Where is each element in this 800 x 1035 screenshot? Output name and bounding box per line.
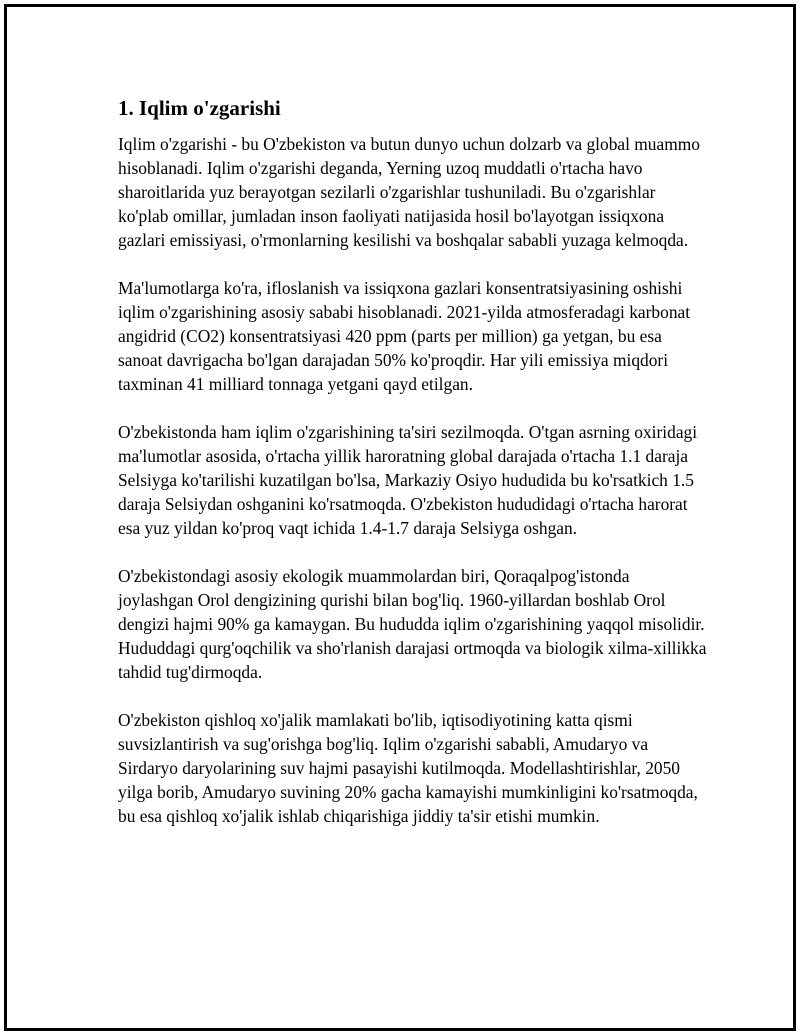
section-heading: 1. Iqlim o'zgarishi [118,96,281,120]
paragraph-intro: Iqlim o'zgarishi - bu O'zbekiston va butun dunyo uchun dolzarb va global muammo hisoblanadi. Iqlim o'zgarishi deganda, Yerning uzoq muddatli o'rtacha havo sharoitlarida yuz berayotgan sezilarli o'zgarishlar tushuniladi. Bu o'zgarishlar ko'plab omillar, jumladan inson faoliyati natijasida hosil bo'layotgan issiqxona gazlari emissiyasi, o'rmonlarning kesilishi va boshqalar sababli yuzaga kelmoqda. [118,134,700,250]
paragraph-co2-statistics: Ma'lumotlarga ko'ra, ifloslanish va issiqxona gazlari konsentratsiyasining oshishi iqlim o'zgarishining asosiy sababi hisoblanadi. 2021-yilda atmosferadagi karbonat angidrid (CO2) konsentratsiyasi 420 ppm (parts per million) ga yetgan, bu esa sanoat davrigacha bo'lgan darajadan 50% ko'proqdir. Har yili emissiya miqdori taxminan 41 milliard tonnaga yetgani qayd etilgan. [118,278,691,394]
paragraph-uzbekistan-temperature: O'zbekistonda ham iqlim o'zgarishining ta'siri sezilmoqda. O'tgan asrning oxiridagi ma'lumotlar asosida, o'rtacha yillik haroratning global darajada o'rtacha 1.1 daraja Selsiyga ko'tarilishi kuzatilgan bo'lsa, Markaziy Osiyo hududida bu ko'rsatkich 1.5 daraja Selsiydan oshganini ko'rsatmoqda. O'zbekiston hududidagi o'rtacha harorat esa yuz yildan ko'proq vaqt ichida 1.4-1.7 daraja Selsiyga oshgan. [118,422,698,538]
document-body [118,96,708,852]
paragraph-agriculture-water: O'zbekiston qishloq xo'jalik mamlakati bo'lib, iqtisodiyotining katta qismi suvsizlantirish va sug'orishga bog'liq. Iqlim o'zgarishi sababli, Amudaryo va Sirdaryo daryolarining suv hajmi pasayishi kutilmoqda. Modellashtirishlar, 2050 yilga borib, Amudaryo suvining 20% gacha kamayishi mumkinligini ko'rsatmoqda, bu esa qishloq xo'jalik ishlab chiqarishiga jiddiy ta'sir etishi mumkin. [118,710,698,826]
paragraph-aral-sea: O'zbekistondagi asosiy ekologik muammolardan biri, Qoraqalpog'istonda joylashgan Orol dengizining qurishi bilan bog'liq. 1960-yillardan boshlab Orol dengizi hajmi 90% ga kamaygan. Bu hududda iqlim o'zgarishining yaqqol misolidir. Hududdagi qurg'oqchilik va sho'rlanish darajasi ortmoqda va biologik xilma-xillikka tahdid tug'dirmoqda. [118,566,707,682]
